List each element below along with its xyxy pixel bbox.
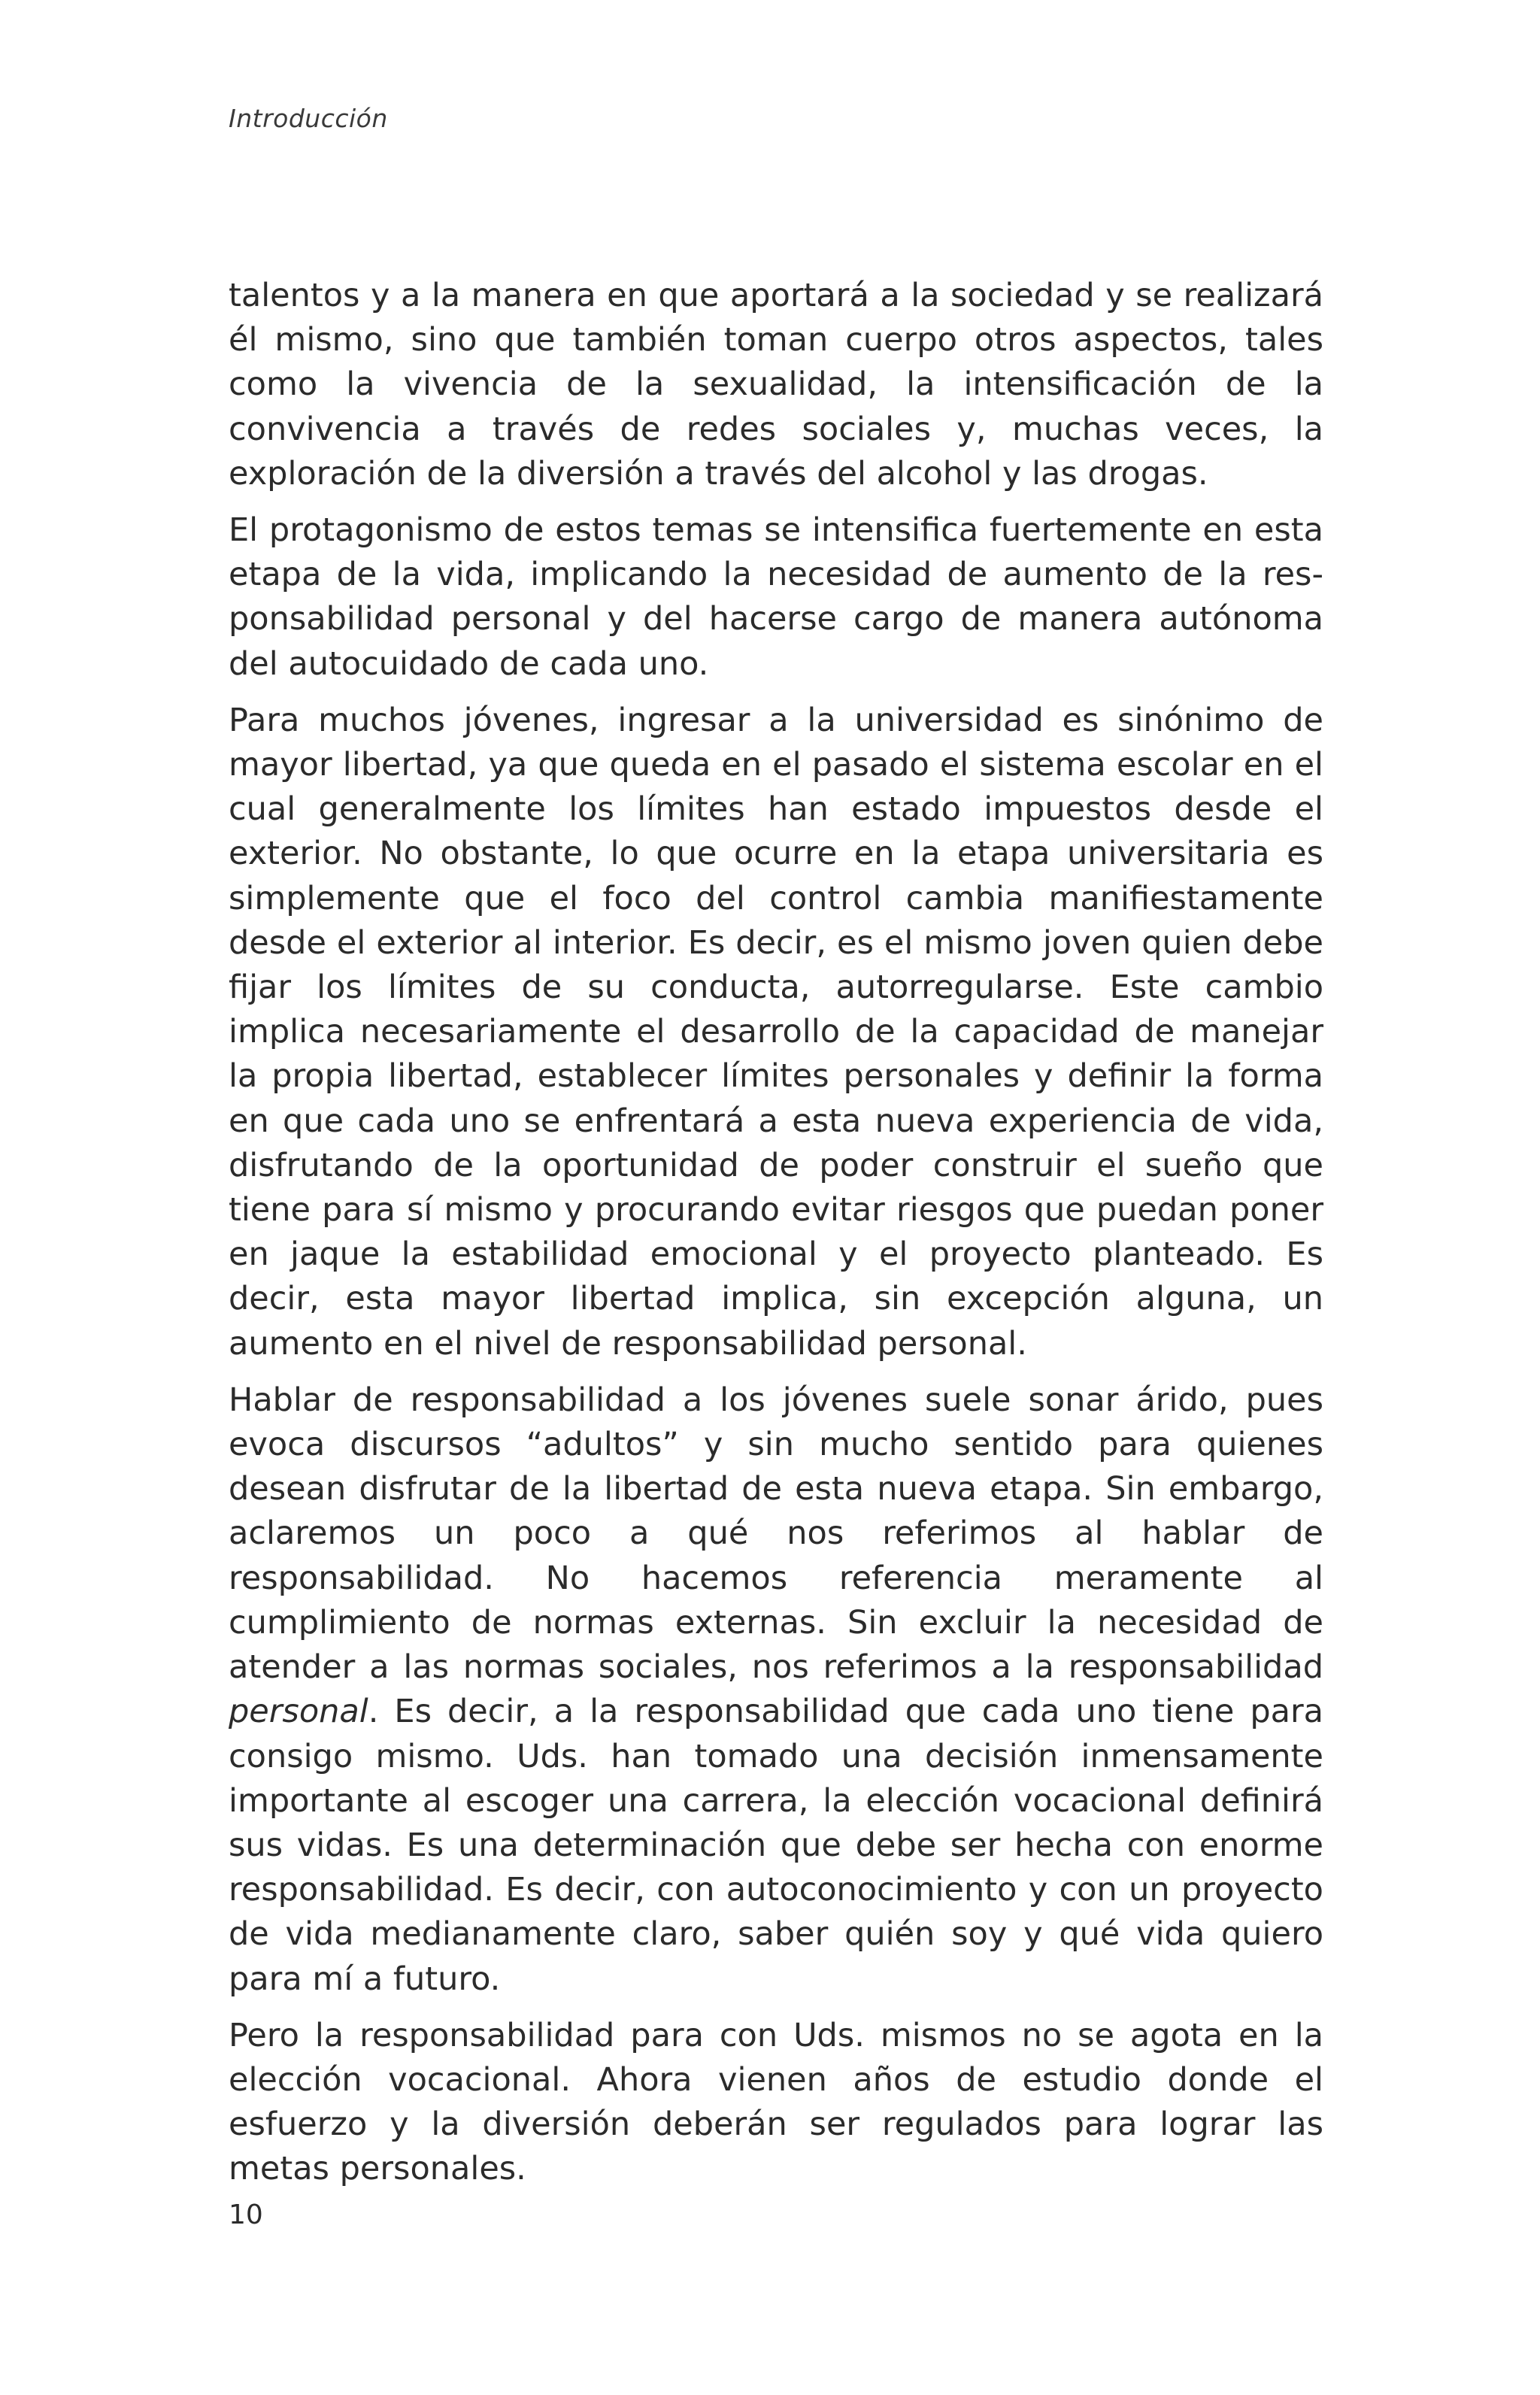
page-number: 10 [229, 2199, 263, 2230]
paragraph-5: Pero la responsabilidad para con Uds. mismos no se agota en la elección vocacional. Ahora vienen años de estudio donde el esfuerzo y la diversión deberán ser regulados para lograr las metas personales. [229, 2016, 1323, 2188]
running-header: Introducción [229, 104, 388, 133]
paragraph-4-part-2: . Es decir, a la responsabilidad que cada uno tiene para consigo mismo. Uds. han tomado una decisión inmensamente importante al escoger una carrera, la elección vocacional definirá sus vidas. Es una determinación que debe ser hecha con enorme responsabilidad. Es decir, con autoconocimiento y con un proyecto de vida medianamente claro, saber quién soy y qué vida quiero para mí a futuro. [229, 1693, 1323, 1998]
paragraph-2: El protagonismo de estos temas se intensifica fuertemente en esta etapa de la vida, implicando la necesidad de aumento de la responsabilidad personal y del hacerse cargo de manera autónoma del autocuidado de cada uno. [229, 511, 1323, 683]
paragraph-3: Para muchos jóvenes, ingresar a la universidad es sinónimo de mayor libertad, ya que queda en el pasado el sistema escolar en el cual generalmente los límites han estado impuestos desde el exterior. No obstante, lo que ocurre en la etapa universitaria es simplemente que el foco del control cambia manifiestamente desde el exterior al interior. Es decir, es el mismo joven quien debe fijar los límites de su conducta, autorregularse. Este cambio implica necesariamente el desarrollo de la capacidad de manejar la propia libertad, establecer límites personales y definir la forma en que cada uno se enfrentará a esta nueva experiencia de vida, disfrutando de la oportunidad de poder construir el sueño que tiene para sí mismo y procurando evitar riesgos que puedan poner en jaque la estabilidad emocional y el proyecto planteado. Es decir, esta mayor libertad implica, sin excepción alguna, un aumento en el nivel de responsabilidad personal. [229, 701, 1323, 1363]
emphasis-personal: personal [229, 1693, 368, 1731]
paragraph-1: talentos y a la manera en que aportará a la sociedad y se realizará él mismo, sino que también toman cuerpo otros aspectos, tales como la vivencia de la sexualidad, la intensificación de la convivencia a través de redes sociales y, muchas veces, la exploración de la diversión a través del alcohol y las drogas. [229, 277, 1323, 493]
paragraph-4 [229, 1378, 1323, 2002]
paragraph-4-part-1: Hablar de responsabilidad a los jóvenes suele sonar árido, pues evoca discursos “adultos” y sin mucho sentido para quienes desean disfrutar de la libertad de esta nueva etapa. Sin embargo, aclaremos un poco a qué nos referimos al hablar de responsabilidad. No hacemos referencia meramente al cumplimiento de normas externas. Sin excluir la necesidad de atender a las normas sociales, nos referimos a la responsabilidad [229, 1381, 1323, 1687]
body-text [229, 274, 1323, 2204]
